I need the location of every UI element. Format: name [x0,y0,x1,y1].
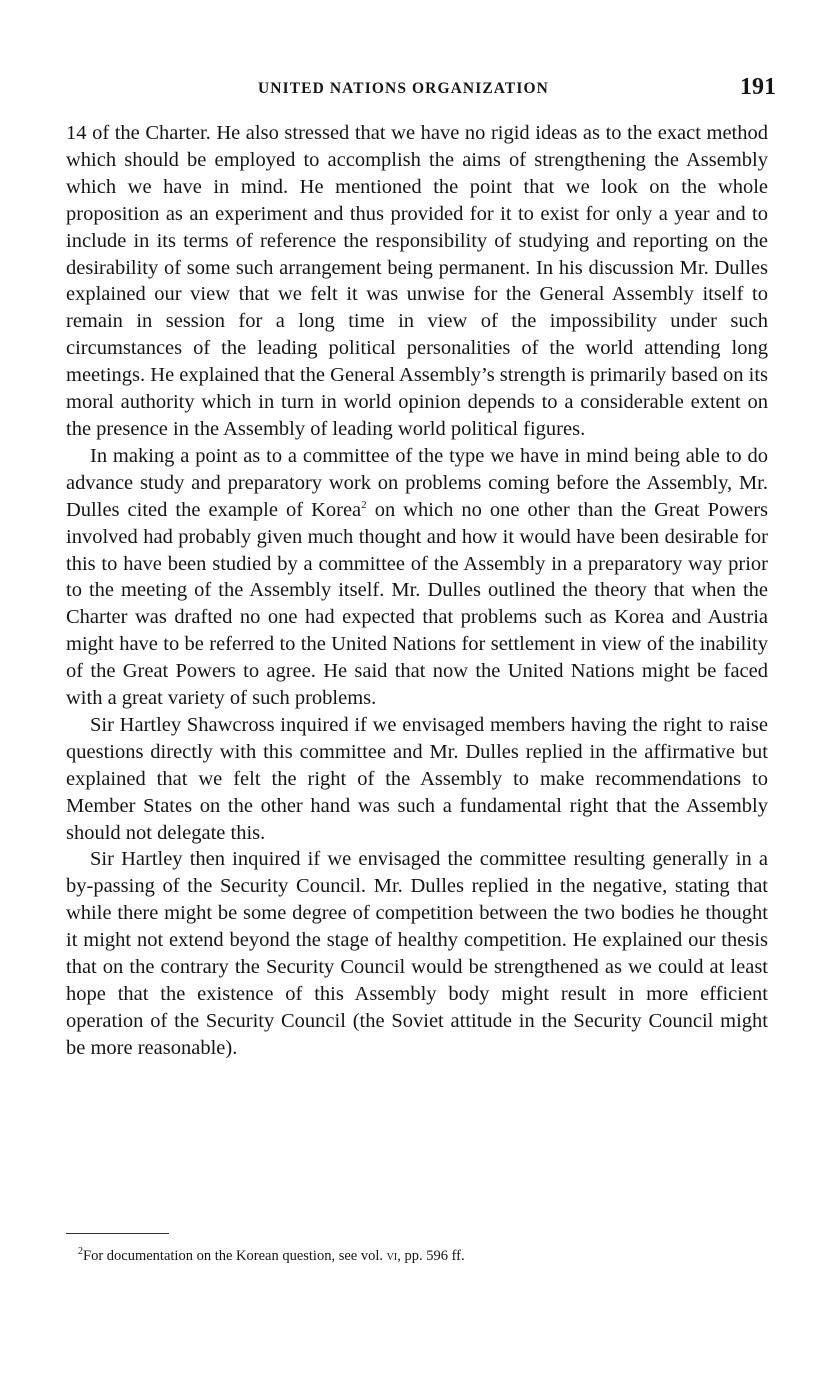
paragraph-1: 14 of the Charter. He also stressed that we have no rigid ideas as to the exact method which should be employed to accomplish the aims of strengthening the Assembly which we have in mind. He mentioned the point that we look on the whole proposition as an experiment and thus provided for it to exist for only a year and to include in its terms of reference the responsibility of studying and reporting on the desirability of some such arrangement being permanent. In his discussion Mr. Dulles explained our view that we felt it was unwise for the General Assembly itself to remain in session for a long time in view of the impossibility under such circumstances of the leading political personalities of the world attending long meetings. He explained that the General Assembly’s strength is primarily based on its moral authority which in turn in world opinion depends to a considerable extent on the presence in the Assembly of leading world political figures. [66,122,768,440]
footnote-text-a: For documentation on the Korean question, see vol. [83,1248,387,1264]
body-text [66,120,768,1062]
paragraph-2-text-a: In making a point as to a committee of the type we have in mind being able to do advance study and preparatory work on problems coming before the Assembly, Mr. Dulles cited the example of Korea [66,444,768,521]
paragraph-4: Sir Hartley then inquired if we envisaged the committee resulting generally in a by-passing of the Security Council. Mr. Dulles replied in the negative, stating that while there might be some degree of competition between the two bodies he thought it might not extend beyond the stage of healthy competition. He explained our thesis that on the contrary the Security Council would be strengthened as we could at least hope that the existence of this Assembly body might result in more efficient operation of the Security Council (the Soviet attitude in the Security Council might be more reasonable). [66,848,768,1059]
page-header [66,74,776,108]
paragraph-2-text-b: on which no one other than the Great Powers involved had probably given much thought and how it would have been desirable for this to have been studied by a committee of the Assembly in a preparatory way prior to the meeting of the Assembly itself. Mr. Dulles outlined the theory that when the Charter was drafted no one had expected that problems such as Korea and Austria might have to be referred to the United Nations for settlement in view of the inability of the Great Powers to agree. He said that now the United Nations might be faced with a great variety of such problems. [66,498,769,710]
footnote-text-b: , pp. 596 ff. [397,1248,465,1264]
page-number: 191 [740,74,776,100]
footnote-volume: vi [386,1248,398,1264]
footnote [78,1247,778,1265]
paragraph-2 [66,443,768,712]
footnote-divider [66,1233,169,1234]
running-head: UNITED NATIONS ORGANIZATION [258,80,549,97]
footnote-reference: 2 [361,498,367,511]
footnote-mark: 2 [78,1246,83,1258]
paragraph-3: Sir Hartley Shawcross inquired if we envisaged members having the right to raise questions directly with this committee and Mr. Dulles replied in the affirmative but explained that we felt the right of the Assembly to make recommendations to Member States on the other hand was such a fundamental right that the Assembly should not delegate this. [66,713,768,844]
